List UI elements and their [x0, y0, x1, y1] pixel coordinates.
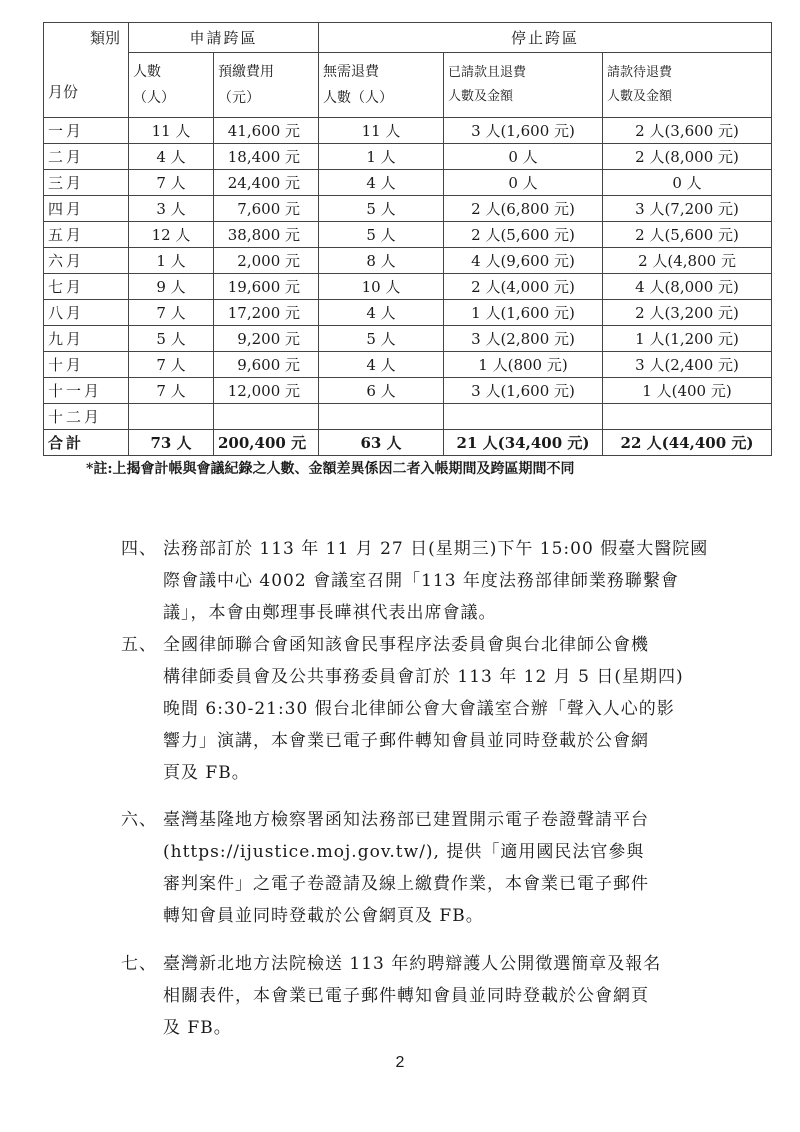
- refunded-cell: 0 人: [444, 170, 603, 196]
- pending-cell: 2 人(4,800 元: [603, 248, 772, 274]
- pending-cell: 2 人(3,200 元): [603, 300, 772, 326]
- table-row: [44, 326, 772, 352]
- month-cell: 三月: [44, 170, 129, 196]
- table-total-row: [44, 430, 772, 456]
- prepaid-cell: 2,000 元: [214, 248, 319, 274]
- item-number: 五、: [121, 635, 157, 655]
- table-footnote: *註:上揭會計帳與會議紀錄之人數、金額差異係因二者入帳期間及跨區期間不同: [86, 461, 575, 477]
- prepaid-cell: 7,600 元: [214, 196, 319, 222]
- total-apply-count: 73 人: [129, 430, 214, 456]
- apply-count-cell: 7 人: [129, 378, 214, 404]
- month-cell: 五月: [44, 222, 129, 248]
- item-body: 臺灣新北地方法院檢送 113 年約聘辯護人公開徵選簡章及報名 相關表件，本會業已電子郵件轉知會員並同時登載於公會網頁 及 FB。: [163, 954, 662, 1038]
- month-cell: 十一月: [44, 378, 129, 404]
- no-refund-cell: 1 人: [319, 144, 444, 170]
- month-cell: 七月: [44, 274, 129, 300]
- no-refund-cell: 5 人: [319, 196, 444, 222]
- prepaid-cell: 38,800 元: [214, 222, 319, 248]
- apply-count-cell: 12 人: [129, 222, 214, 248]
- no-refund-cell: 4 人: [319, 300, 444, 326]
- item-body: 臺灣基隆地方檢察署函知法務部已建置開示電子卷證聲請平台 (https://ijustice.moj.gov.tw/), 提供「適用國民法官參與 審判案件」之電子卷證請及線上繳費作業，本會業已電子郵件 轉知會員並同時登載於公會網頁及 FB。: [163, 810, 649, 926]
- table-row: [44, 352, 772, 378]
- refunded-cell: 2 人(4,000 元): [444, 274, 603, 300]
- prepaid-cell: [214, 404, 319, 430]
- pending-cell: 2 人(3,600 元): [603, 118, 772, 144]
- month-cell: 二月: [44, 144, 129, 170]
- no-refund-cell: 6 人: [319, 378, 444, 404]
- no-refund-cell: 5 人: [319, 326, 444, 352]
- refunded-cell: 3 人(1,600 元): [444, 378, 603, 404]
- month-cell: 九月: [44, 326, 129, 352]
- month-cell: 十月: [44, 352, 129, 378]
- month-cell: 六月: [44, 248, 129, 274]
- refunded-cell: [444, 404, 603, 430]
- table-row: [44, 378, 772, 404]
- apply-count-cell: 7 人: [129, 352, 214, 378]
- prepaid-cell: 41,600 元: [214, 118, 319, 144]
- no-refund-cell: 4 人: [319, 170, 444, 196]
- table-row: [44, 404, 772, 430]
- category-label: 類別: [89, 29, 120, 47]
- no-refund-cell: 4 人: [319, 352, 444, 378]
- cross-district-table: [43, 22, 772, 456]
- prepaid-cell: 12,000 元: [214, 378, 319, 404]
- table-row: [44, 196, 772, 222]
- pending-cell: 1 人(1,200 元): [603, 326, 772, 352]
- refunded-cell: 3 人(1,600 元): [444, 118, 603, 144]
- apply-count-cell: 11 人: [129, 118, 214, 144]
- month-cell: 一月: [44, 118, 129, 144]
- prepaid-cell: 9,600 元: [214, 352, 319, 378]
- table-row: [44, 300, 772, 326]
- pending-cell: 1 人(400 元): [603, 378, 772, 404]
- table-row: [44, 118, 772, 144]
- table-row: [44, 144, 772, 170]
- total-pending: 22 人(44,400 元): [603, 430, 772, 456]
- col-header-refunded: 已請款且退費 人數及金額: [444, 53, 603, 118]
- month-cell: 八月: [44, 300, 129, 326]
- col-header-no-refund: 無需退費 人數（人）: [319, 53, 444, 118]
- paragraph-item-5: [121, 629, 781, 789]
- col-header-pending: 請款待退費 人數及金額: [603, 53, 772, 118]
- month-label: 月份: [48, 83, 79, 101]
- total-label: 合計: [44, 430, 129, 456]
- no-refund-cell: 8 人: [319, 248, 444, 274]
- prepaid-cell: 19,600 元: [214, 274, 319, 300]
- apply-count-cell: 1 人: [129, 248, 214, 274]
- table-row: [44, 170, 772, 196]
- paragraph-item-6: [121, 804, 781, 932]
- col-header-prepaid: 預繳費用 （元）: [214, 53, 319, 118]
- no-refund-cell: 11 人: [319, 118, 444, 144]
- pending-cell: 3 人(2,400 元): [603, 352, 772, 378]
- pending-cell: [603, 404, 772, 430]
- total-no-refund: 63 人: [319, 430, 444, 456]
- paragraph-item-4: [121, 533, 781, 629]
- group-header-stop: 停止跨區: [319, 23, 772, 53]
- no-refund-cell: [319, 404, 444, 430]
- prepaid-cell: 17,200 元: [214, 300, 319, 326]
- item-number: 七、: [121, 954, 157, 974]
- refunded-cell: 2 人(6,800 元): [444, 196, 603, 222]
- apply-count-cell: 5 人: [129, 326, 214, 352]
- refunded-cell: 1 人(800 元): [444, 352, 603, 378]
- month-cell: 十二月: [44, 404, 129, 430]
- total-refunded: 21 人(34,400 元): [444, 430, 603, 456]
- item-body: 法務部訂於 113 年 11 月 27 日(星期三)下午 15:00 假臺大醫院國 際會議中心 4002 會議室召開「113 年度法務部律師業務聯繫會 議」，本會由鄭理事長曄祺代表出席會議。: [163, 539, 709, 623]
- col-header-apply-count: 人數 （人）: [129, 53, 214, 118]
- pending-cell: 4 人(8,000 元): [603, 274, 772, 300]
- item-number: 四、: [121, 539, 157, 559]
- total-prepaid: 200,400 元: [214, 430, 319, 456]
- no-refund-cell: 10 人: [319, 274, 444, 300]
- pending-cell: 3 人(7,200 元): [603, 196, 772, 222]
- apply-count-cell: 7 人: [129, 300, 214, 326]
- ijustice-link-text: (https://ijustice.moj.gov.tw/), 提供「適用國民法官參與: [163, 842, 645, 862]
- pending-cell: 2 人(8,000 元): [603, 144, 772, 170]
- pending-cell: 0 人: [603, 170, 772, 196]
- apply-count-cell: 9 人: [129, 274, 214, 300]
- prepaid-cell: 18,400 元: [214, 144, 319, 170]
- page-number: 2: [395, 1054, 405, 1071]
- table-row: [44, 222, 772, 248]
- table-row: [44, 248, 772, 274]
- table-corner-header: [44, 23, 129, 118]
- apply-count-cell: [129, 404, 214, 430]
- pending-cell: 2 人(5,600 元): [603, 222, 772, 248]
- prepaid-cell: 24,400 元: [214, 170, 319, 196]
- item-body: 全國律師聯合會函知該會民事程序法委員會與台北律師公會機 構律師委員會及公共事務委員會訂於 113 年 12 月 5 日(星期四) 晚間 6:30-21:30 假台北律師公會大會議室合辦「聲入人心的影 響力」演講，本會業已電子郵件轉知會員並同時登載於公會網 頁及 FB。: [163, 635, 684, 783]
- table-row: [44, 274, 772, 300]
- month-cell: 四月: [44, 196, 129, 222]
- refunded-cell: 0 人: [444, 144, 603, 170]
- group-header-apply: 申請跨區: [129, 23, 319, 53]
- paragraph-item-7: [121, 948, 781, 1044]
- apply-count-cell: 4 人: [129, 144, 214, 170]
- refunded-cell: 1 人(1,600 元): [444, 300, 603, 326]
- refunded-cell: 4 人(9,600 元): [444, 248, 603, 274]
- apply-count-cell: 7 人: [129, 170, 214, 196]
- item-number: 六、: [121, 810, 157, 830]
- refunded-cell: 3 人(2,800 元): [444, 326, 603, 352]
- apply-count-cell: 3 人: [129, 196, 214, 222]
- prepaid-cell: 9,200 元: [214, 326, 319, 352]
- refunded-cell: 2 人(5,600 元): [444, 222, 603, 248]
- no-refund-cell: 5 人: [319, 222, 444, 248]
